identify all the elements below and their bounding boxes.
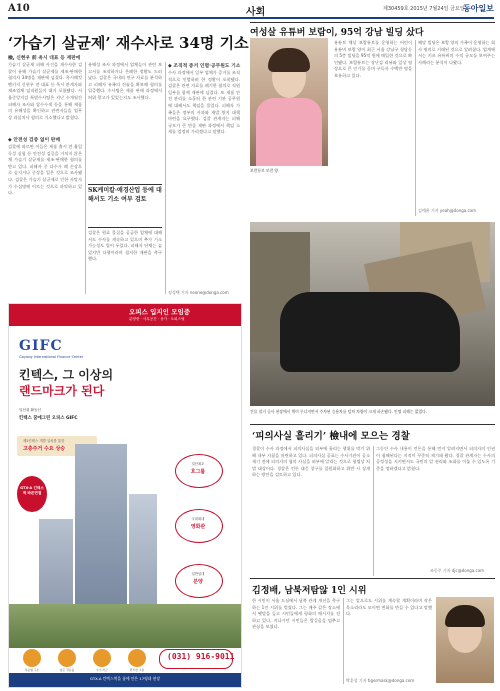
ad-brand-logo: GIFC [19, 338, 63, 354]
ad-banner-small: 제2킨텍스 개발 일치를 통한 [23, 439, 65, 443]
article1-col2-body: 유해성 조사 과정에서 업체들이 관련 보고서를 조작하거나 은폐한 정황도 드러났다. 검찰은 국내외 연구 자료를 분석하고 피해자 유족의 진술을 확보해 혐의를 입증했다. 수사팀은 제품 판매 과정에서 허위 광고가 있었는지도 조사했다. [88, 62, 162, 100]
section-rule [250, 578, 495, 579]
ad-option-icon [128, 649, 146, 667]
article1-byline: 정성택 기자 neone@donga.com [168, 290, 229, 295]
ad-tag: 오피스 입지인 모임중 [129, 308, 191, 316]
article2-title: 여성살 유튜버 보람이, 95억 강남 빌딩 샀다 [250, 28, 424, 38]
ad-top-band [9, 304, 241, 326]
article3-col2-body: 그동안 수사 내용이 언론을 통해 먼저 알려지면서 피의자의 인권이 침해된다는 지적이 꾸준히 제기돼 왔다. 경찰 관계자는 수사의 공정성을 지키면서도 국민의 알 권리와 조화를 이룰 수 있도록 기준을 정하겠다고 밝혔다. [376, 446, 495, 471]
article4-col2-body: 그는 앞으로도 시위를 계속할 계획이라며 작은 목소리라도 모이면 변화를 만들 수 있다고 말했다. [346, 598, 432, 617]
article1-col1-body2: 검찰에 따르면 이들은 제품 출시 전 흡입 독성 실험 등 안전성 검증을 거치지 않은 채 가습기 살균제를 제조·판매한 혐의를 받고 있다. 피해자 중 다수가 폐 손상으로 숨지거나 중상을 입은 것으로 조사됐다. 검찰은 가습기 살균제로 인한 사망자가 수십명에 이르는 것으로 파악하고 있다. [8, 144, 82, 196]
article2-col2-body: 해당 빌딩은 보람 양의 가족이 운영하는 회사 명의로 거래된 것으로 알려졌다. 업계에서는 키즈 유튜버의 수익 규모를 보여주는 사례라는 분석이 나왔다. [418, 40, 495, 65]
ad-feature-value: 호그룹 [190, 469, 206, 475]
ad-phone-number[interactable]: (031) 916-9011 [167, 652, 235, 661]
article1-col1-body: 가습기 살균제 피해 사건을 재수사한 검찰이 유해 가습기 살균제를 제조·판매한 혐의자 34명을 재판에 넘겼다. 옥시레킷벤키저 신현우 전 대표 등 옥시 관계자와 제조업체 임직원들이 대거 포함됐다. 서울중앙지검 특별수사팀은 지난 수개월간 피해자 조사와 압수수색 등을 통해 제품의 유해성을 확인하고 관련자들을 업무상 과실치사 혐의로 기소했다고 밝혔다. [8, 62, 82, 120]
article3-title: ‘피의사실 흘리기’ 檢내에 모으는 경찰 [252, 431, 410, 442]
article2-col1-body: 유튜브 채널 보람튜브를 운영하는 어린이 유튜버 보람 양이 최근 서울 강남구 청담동의 5층 빌딩을 95억 원에 매입한 것으로 확인됐다. 보람튜브는 장난감 리뷰와 일상 영상으로 큰 인기를 끌며 구독자 수백만 명을 보유하고 있다. [334, 40, 412, 78]
column-divider [343, 598, 344, 684]
ad-feature-value: 분양 [193, 579, 203, 585]
section-title: 사회 [246, 7, 266, 18]
ad-option-label: 우수 학군 [96, 668, 108, 672]
photo2-caption: 건물 철거 공사 현장에서 벽이 무너지면서 주차된 승용차를 덮쳐 차량이 크게 파손됐다. 인명 피해는 없었다. [250, 409, 428, 414]
column-divider [373, 446, 374, 576]
ad-feature-label: 일반임대 [191, 572, 205, 576]
ad-option-row [17, 649, 157, 671]
article2-byline: 김예윤 기자 yeah@donga.com [418, 208, 477, 213]
article3-byline: 조동주 기자 djc@donga.com [430, 568, 485, 573]
ad-gtx-label: GTX-A 킨텍스역 바른연결 [20, 486, 44, 495]
ad-ground-illustration [9, 604, 241, 648]
page-header [8, 3, 494, 19]
child-youtuber-photo [250, 38, 328, 166]
article2-photo-caption: 보람튜브 보람 양 [250, 168, 279, 173]
ad-option-icon [93, 649, 111, 667]
gifc-advertisement[interactable] [8, 303, 242, 688]
paper-logo: 동아일보 [463, 4, 494, 13]
article1-col3-body: 수사 과정에서 일부 업체가 증거를 조직적으로 인멸하려 한 정황이 포착됐다. 검찰은 관련 자료를 폐기한 혐의로 직원 일부를 함께 재판에 넘겼다. 또 제품 안전 관리를 소홀히 한 관련 기관 공무원에 대해서도 책임을 물었다. 피해자 가족들은 정부의 사과와 재발 방지 대책 마련을 요구했다. 검찰 관계자는 피해 규모가 큰 만큼 재판 과정에서 책임 소재를 엄정히 가리겠다고 말했다. [168, 70, 240, 135]
page-number: A10 [8, 3, 30, 14]
ad-bottom-text: GTX-A 킨텍스역을 품에 안은 17평대 현장 [90, 676, 160, 681]
article3-col1-body: 경찰이 수사 과정에서 피의사실을 외부에 흘리는 행위를 막기 위해 내부 지침을 마련하고 있다. 피의사실 공표는 수사기관이 공소 제기 전에 피의자의 혐의 사실을 외부에 알리는 것으로 형법상 처벌 대상이다. 경찰은 언론 대응 창구를 일원화하고 위반 시 징계하는 방안을 검토하고 있다. [252, 446, 370, 478]
ad-headline-line1: 킨텍스, 그 이상의 [19, 368, 114, 382]
ad-feature-label: 일산최초 [191, 462, 205, 466]
article4-byline: 박훈상 기자 tigermask@donga.com [346, 678, 415, 683]
section-rule [250, 22, 495, 23]
article1-lead-subhead: 檢, 신현우 前 옥시 대표 등 재판에 [8, 56, 81, 61]
section-rule [250, 424, 495, 425]
ad-feature-label: 국내최대 [191, 517, 205, 521]
ad-banner-big: 고층주거 수요 상승 [23, 446, 66, 452]
column-divider [165, 62, 166, 294]
ad-headline-line2: 랜드마크가 된다 [19, 384, 105, 398]
column-divider [415, 40, 416, 216]
collapsed-wall-car-photo [250, 222, 495, 406]
ad-feature-value: 영화관 [190, 524, 206, 530]
protester-photo [436, 597, 494, 683]
article1-col3-subhead: ◆ 조직적 증거 인멸·공무원도 기소 [168, 64, 241, 69]
ad-project-small: 일산취 활동신 [19, 408, 41, 412]
article4-title: 김정배, 남북저탐않 1인 시위 [252, 586, 367, 596]
article1-col2-body2: 검찰은 원료 물질을 공급한 업체에 대해서도 수사를 계속하고 있으며 추가 기소 가능성도 열어 두었다. 피해자 단체는 늦었지만 다행이라며 철저한 재판을 촉구했다. [88, 230, 162, 262]
column-divider [85, 62, 86, 294]
article1-title: ‘가습기 살균제’ 재수사로 34명 기소 [8, 34, 249, 52]
issue-date: 제30459호 2015년 7월24일 금요일 [383, 6, 465, 12]
ad-option-icon [58, 649, 76, 667]
article1-col1-subhead: ◆ 안전성 검증 없이 판매 [8, 138, 61, 143]
article1-pullquote: SK케미칼·애경산업 등에 대해서도 기소 여부 검토 [88, 184, 162, 228]
ad-option-icon [23, 649, 41, 667]
ad-tag-list: 분양중 · 사무공간 · 상가 · 오피스텔 [129, 317, 185, 321]
ad-option-label: 넓은 전용률 [59, 668, 75, 672]
article4-col1-body: 한 시민이 서울 도심에서 남북 관계 개선을 촉구하는 1인 시위를 벌였다. 그는 매주 같은 장소에서 팻말을 들고 시민들에게 평화의 메시지를 전하고 있다. 지나가던 시민들은 발걸음을 멈추고 관심을 보였다. [252, 598, 340, 630]
ad-brand-subtitle: Goyang International Finance Center [19, 355, 84, 359]
ad-option-label: 복층형 구조 [24, 668, 40, 672]
ad-project-name: 킨텍스 꿈에그린 오피스 GIFC [19, 416, 78, 421]
ad-option-label: 편리한 교통 [129, 668, 145, 672]
